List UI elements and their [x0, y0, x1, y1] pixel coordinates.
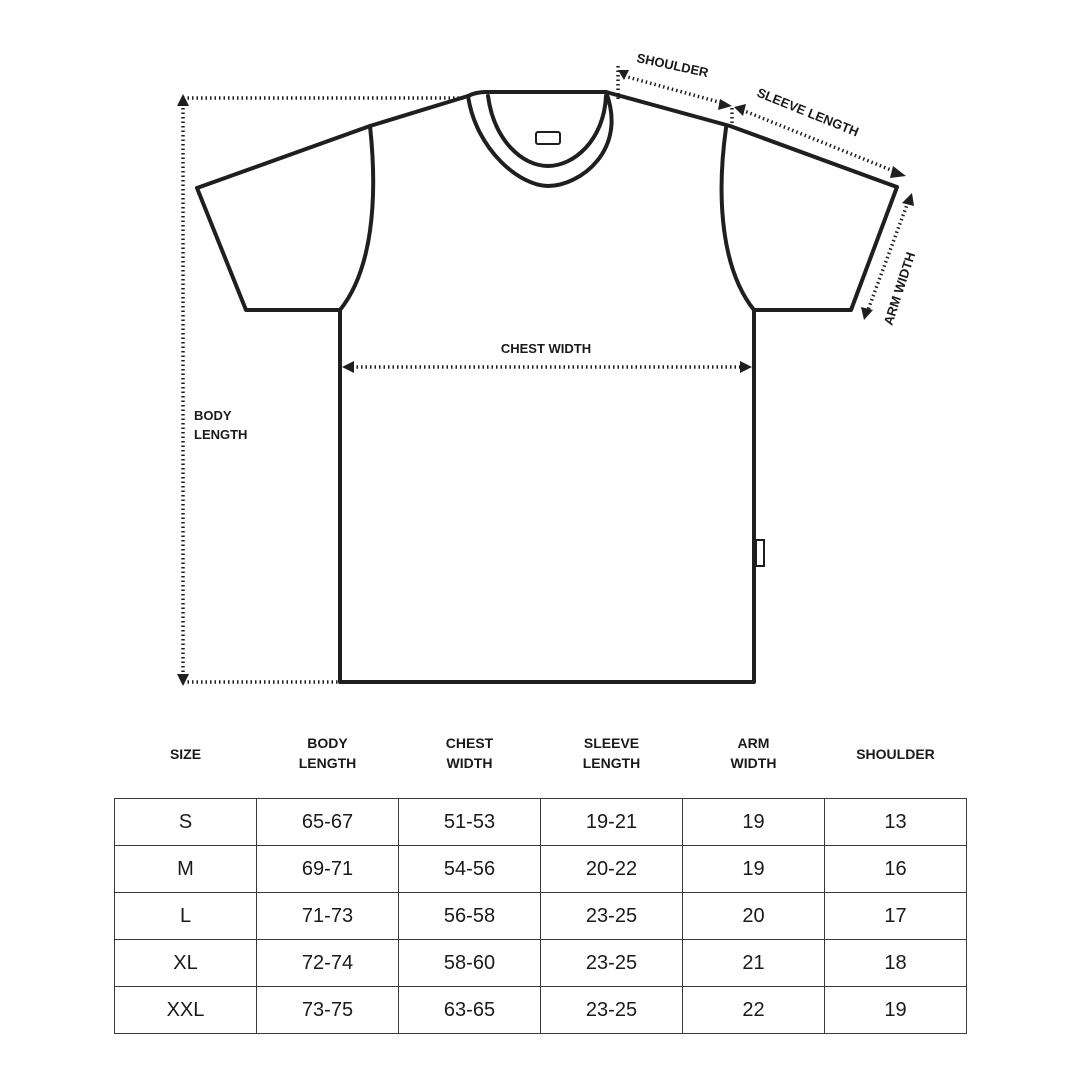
- arm-width-arrow-bottom: [861, 307, 873, 320]
- left-armhole-seam: [340, 126, 373, 310]
- cell-shoulder: 16: [825, 846, 967, 893]
- chest-width-arrow-left: [342, 361, 354, 373]
- cell-chest-width: 56-58: [399, 893, 541, 940]
- cell-size: L: [115, 893, 257, 940]
- cell-size: XL: [115, 940, 257, 987]
- chest-width-arrow-right: [740, 361, 752, 373]
- sleeve-length-arrow-right: [890, 166, 906, 178]
- cell-arm-width: 21: [683, 940, 825, 987]
- tshirt-body-outline: [197, 92, 897, 682]
- cell-sleeve-length: 23-25: [541, 987, 683, 1034]
- cell-sleeve-length: 19-21: [541, 799, 683, 846]
- cell-shoulder: 18: [825, 940, 967, 987]
- cell-shoulder: 19: [825, 987, 967, 1034]
- header-arm-width-line1: ARM: [737, 735, 770, 751]
- shoulder-label: SHOULDER: [635, 50, 710, 81]
- header-shoulder: [825, 732, 967, 799]
- cell-size: XXL: [115, 987, 257, 1034]
- cell-shoulder: 17: [825, 893, 967, 940]
- cell-sleeve-length: 23-25: [541, 893, 683, 940]
- cell-body-length: 69-71: [257, 846, 399, 893]
- table-row-xl: [115, 940, 967, 987]
- sleeve-length-arrow-left: [734, 104, 746, 116]
- cell-chest-width: 58-60: [399, 940, 541, 987]
- body-length-arrow-top: [177, 94, 189, 106]
- cell-arm-width: 22: [683, 987, 825, 1034]
- chest-width-measure: [342, 361, 752, 373]
- cell-sleeve-length: 20-22: [541, 846, 683, 893]
- body-length-arrow-bottom: [177, 674, 189, 686]
- cell-body-length: 73-75: [257, 987, 399, 1034]
- cell-body-length: 71-73: [257, 893, 399, 940]
- header-sleeve-length-line1: SLEEVE: [583, 735, 640, 751]
- table-row-m: [115, 846, 967, 893]
- header-chest-width-line2: WIDTH: [446, 755, 493, 771]
- header-chest-width-line1: CHEST: [445, 735, 494, 751]
- chest-width-label: CHEST WIDTH: [500, 341, 592, 356]
- cell-chest-width: 63-65: [399, 987, 541, 1034]
- tshirt-outline: [197, 92, 897, 682]
- header-chest-width: [399, 732, 541, 799]
- arm-width-arrow-top: [902, 193, 914, 206]
- body-length-label-line2: LENGTH: [194, 427, 248, 442]
- body-length-measure: [177, 94, 466, 686]
- cell-body-length: 72-74: [257, 940, 399, 987]
- header-arm-width-line2: WIDTH: [730, 755, 777, 771]
- size-table-header: [115, 732, 967, 799]
- header-sleeve-length: [541, 732, 683, 799]
- cell-size: S: [115, 799, 257, 846]
- table-row-s: [115, 799, 967, 846]
- shoulder-arrow-right: [718, 99, 732, 110]
- cell-arm-width: 19: [683, 799, 825, 846]
- header-shoulder-label: SHOULDER: [856, 746, 935, 762]
- sleeve-length-label: SLEEVE LENGTH: [754, 84, 861, 140]
- header-body-length-line2: LENGTH: [298, 755, 357, 771]
- header-body-length-line1: BODY: [307, 735, 348, 751]
- table-row-xxl: [115, 987, 967, 1034]
- header-body-length: [257, 732, 399, 799]
- header-sleeve-length-line2: LENGTH: [582, 755, 641, 771]
- header-size: [115, 732, 257, 799]
- cell-shoulder: 13: [825, 799, 967, 846]
- cell-chest-width: 51-53: [399, 799, 541, 846]
- cell-body-length: 65-67: [257, 799, 399, 846]
- right-armhole-seam: [722, 128, 754, 310]
- header-arm-width: [683, 732, 825, 799]
- cell-chest-width: 54-56: [399, 846, 541, 893]
- cell-arm-width: 19: [683, 846, 825, 893]
- size-table: [114, 732, 967, 1034]
- cell-arm-width: 20: [683, 893, 825, 940]
- arm-width-label: ARM WIDTH: [880, 250, 919, 327]
- cell-sleeve-length: 23-25: [541, 940, 683, 987]
- cell-size: M: [115, 846, 257, 893]
- body-length-label-line1: BODY: [194, 408, 232, 423]
- table-row-l: [115, 893, 967, 940]
- side-label-icon: [756, 540, 764, 566]
- header-size-label: SIZE: [169, 746, 202, 762]
- neck-label-icon: [536, 132, 560, 144]
